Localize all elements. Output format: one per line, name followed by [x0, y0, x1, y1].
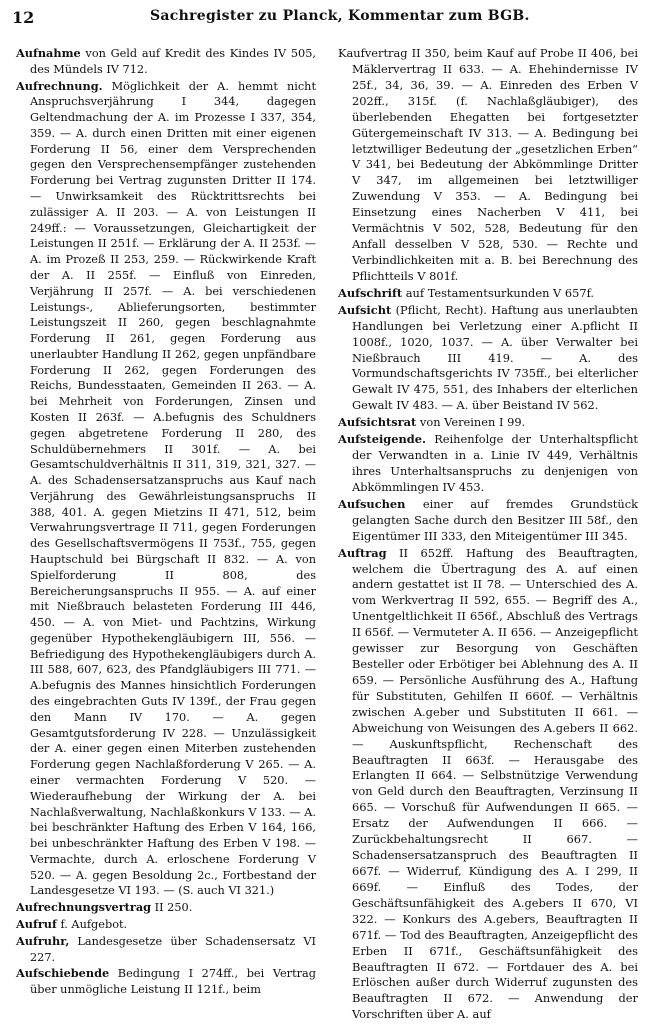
index-entry: [16, 900, 316, 916]
index-entry: [16, 966, 316, 998]
entry-headword: Aufruhr,: [16, 933, 70, 948]
entry-text: f. Aufgebot.: [56, 917, 128, 931]
index-entry: [16, 46, 316, 78]
page-number: 12: [12, 8, 35, 27]
entry-text: von Geld auf Kredit des Kindes IV 505, des Mündels IV 712.: [30, 47, 316, 76]
entry-headword: Aufsicht: [338, 302, 392, 317]
entry-text: Bedingung I 274ff., bei Vertrag über unmögliche Leistung II 121f., beim: [30, 967, 316, 997]
index-entry-continued: [338, 46, 638, 285]
entry-text: II 652ff. Haftung des Beauftragten, welchem die Übertragung des A. auf einen andern gestattet ist II 78. — Unterschied des A. vom Werkvertrag II 592, 655. — Begriff des A., Unentgeltlichkeit II 656f., Abschluß des Vertrags II 656f. — Vermuteter A. II 656. — Anzeigepflicht gewisser zur Besorgung von Geschäften Besteller oder Erbötiger bei Ablehnung des A. II 659. — Persönliche Ausführung des A., Haftung für Substituten, Gehilfen II 660f. — Verhältnis zwischen A.geber und Substituten II 661. — Abweichung von Weisungen des A.gebers II 662. — Auskunftspflicht, Rechenschaft des Beauftragten II 663f. — Herausgabe des Erlangten II 664. — Selbstnützige Verwendung von Geld durch den Beauftragten, Verzinsung II 665. — Vorschuß für Aufwendungen II 665. — Ersatz der Aufwendungen II 666. — Zurückbehaltungsrecht II 667. — Schadensersatzanspruch des Beauftragten II 667f. — Widerruf, Kündigung des A. I 299, II 669f. — Einfluß des Todes, der Geschäftsunfähigkeit des A.gebers II 670, VI 322. — Konkurs des A.gebers, Beauftragten II 671f. — Tod des Beauftragten, Anzeigepflicht des Erben II 671f., Geschäftsunfähigkeit des Beauftragten II 672. — Fortdauer des A. bei Erlöschen außer durch Widerruf zugunsten des Beauftragten II 672. — Anwendung der Vorschriften über A. auf: [352, 545, 638, 1022]
index-entry: [16, 917, 316, 933]
entry-headword: Aufrechnung.: [16, 78, 103, 93]
index-entry: [338, 286, 638, 302]
index-entry: [338, 415, 638, 431]
entry-headword: Aufnahme: [16, 46, 81, 60]
index-entry: [338, 432, 638, 496]
entry-text: Reihenfolge der Unterhaltspflicht der Verwandten in a. Linie IV 449, Verhältnis ihres Unterhaltsanspruchs zu denjenigen von Abkömmlingen IV 453.: [352, 432, 638, 494]
entry-headword: Aufschrift: [338, 285, 403, 300]
entry-text: von Vereinen I 99.: [416, 415, 526, 430]
entry-text: Möglichkeit der A. hemmt nicht Anspruchsverjährung I 344, dagegen Geltendmachung der A. im Prozesse I 337, 354, 359. — A. durch einen Dritten mit einer eigenen Forderung II 56, einer dem Versprechenden gegen den Versprechensempfänger zustehenden Forderung bei Vertrag zugunsten Dritter II 174. — Unwirksamkeit des Rücktrittsrechts bei zulässiger A. II 203. — A. von Leistungen II 249ff.: — Voraussetzungen, Gleichartigkeit der Leistungen II 251f. — Erklärung der A. II 253f. — A. im Prozeß II 253, 259. — Rückwirkende Kraft der A. II 255f. — Einfluß von Einreden, Verjährung II 257f. — A. bei verschiedenen Leistungs-, Ablieferungsorten, bestimmter Leistungszeit II 260, gegen beschlagnahmte Forderung II 261, gegen Forderung aus unerlaubter Handlung II 262, gegen unpfändbare Forderung II 262, gegen Forderungen des Reichs, Bundesstaaten, Gemeinden II 263. — A. bei Mehrheit von Forderungen, Zinsen und Kosten II 263f. — A.befugnis des Schuldners gegen abgetretene Forderung II 280, des Schuldübernehmers II 301f. — A. bei Gesamtschuldverhältnis II 311, 319, 321, 327. — A. des Schadensersatzanspruchs aus Kauf nach Verjährung des Gewährleistungsanspruchs II 388, 401. A. gegen Mietzins II 471, 512, beim Verwahrungsvertrage II 711, gegen Forderungen des Gesellschaftsvermögens II 753f., 755, gegen Hauptschuld bei Bürgschaft II 832. — A. von Spielforderung II 808, des Bereicherungsanspruchs II 955. — A. auf einer mit Nießbrauch belasteten Forderung III 446, 450. — A. von Miet- und Pachtzins, Wirkung gegenüber Hypothekengläubigern III, 556. — Befriedigung des Hypothekengläubigers durch A. III 588, 607, 623, des Pfandgläubigers III 771. — A.befugnis des Mannes hinsichtlich Forderungen des eingebrachten Guts IV 139f., der Frau gegen den Mann IV 170. — A. gegen Gesamtgutsforderung IV 228. — Unzulässigkeit der A. einer gegen einen Miterben zustehenden Forderung gegen Nachlaßforderung V 265. — A. einer vermachten Forderung V 520. — Wiederaufhebung der Wirkung der A. bei Nachlaßverwaltung, Nachlaßkonkurs V 133. — A. bei beschränkter Haftung des Erben V 164, 166, bei unbeschränkter Haftung des Erben V 198. — Vermachte, durch A. erloschene Forderung V 520. — A. gegen Besoldung 2c., Fortbestand der Landesgesetze VI 193. — (S. auch VI 321.): [30, 79, 316, 898]
index-column-left: [16, 46, 316, 999]
index-entry: [338, 546, 638, 1024]
index-column-right: [338, 46, 638, 1024]
index-entry: [16, 934, 316, 966]
index-entry: [338, 497, 638, 545]
entry-headword: Aufruf: [16, 916, 57, 931]
entry-text: Kaufvertrag II 350, beim Kauf auf Probe II 406, bei Mäklervertrag II 633. — A. Ehehindernisse IV 25f., 34, 36, 39. — A. Einreden des Erben V 202ff., 315f. (f. Nachlaßgläubiger), des überlebenden Ehegatten bei fortgesetzter Gütergemeinschaft IV 313. — A. Bedingung bei letztwilliger Bedeutung der „gesetzlichen Erben“ V 341, bei Bedeutung der Abkömmlinge Dritter V 347, im allgemeinen bei letztwilliger Zuwendung V 353. — A. Bedingung bei Einsetzung eines Nacherben V 411, bei Vermächtnis V 502, 528, Bedeutung für den Anfall desselben V 528, 530. — Rechte und Verbindlichkeiten mit a. B. bei Berechnung des Pflichtteils V 801f.: [338, 46, 638, 283]
entry-headword: Auftrag: [338, 545, 387, 560]
entry-text: II 250.: [151, 901, 193, 915]
entry-headword: Aufsuchen: [338, 496, 406, 511]
entry-text: einer auf fremdes Grundstück gelangten Sache durch den Besitzer III 58f., den Eigentümer III 333, den Miteigentümer III 345.: [352, 496, 638, 543]
entry-text: Landesgesetze über Schadensersatz VI 227.: [30, 934, 316, 964]
entry-text: auf Testamentsurkunden V 657f.: [402, 285, 595, 300]
entry-headword: Aufrechnungsvertrag: [16, 900, 152, 915]
page-header: [0, 0, 652, 30]
entry-headword: Aufsichtsrat: [338, 415, 417, 430]
entry-text: (Pflicht, Recht). Haftung aus unerlaubten Handlungen bei Verletzung einer A.pflicht II 1008f., 1020, 1037. — A. über Verwalter bei Nießbrauch III 419. — A. des Vormundschaftsgerichts IV 735ff., bei elterlicher Gewalt IV 475, 551, des Inhabers der elterlichen Gewalt IV 483. — A. über Beistand IV 562.: [352, 302, 638, 413]
running-title: Sachregister zu Planck, Kommentar zum BGB.: [150, 8, 530, 24]
index-entry: [338, 303, 638, 414]
entry-headword: Aufsteigende.: [338, 432, 426, 447]
entry-headword: Aufschiebende: [16, 966, 110, 981]
index-entry: [16, 79, 316, 900]
